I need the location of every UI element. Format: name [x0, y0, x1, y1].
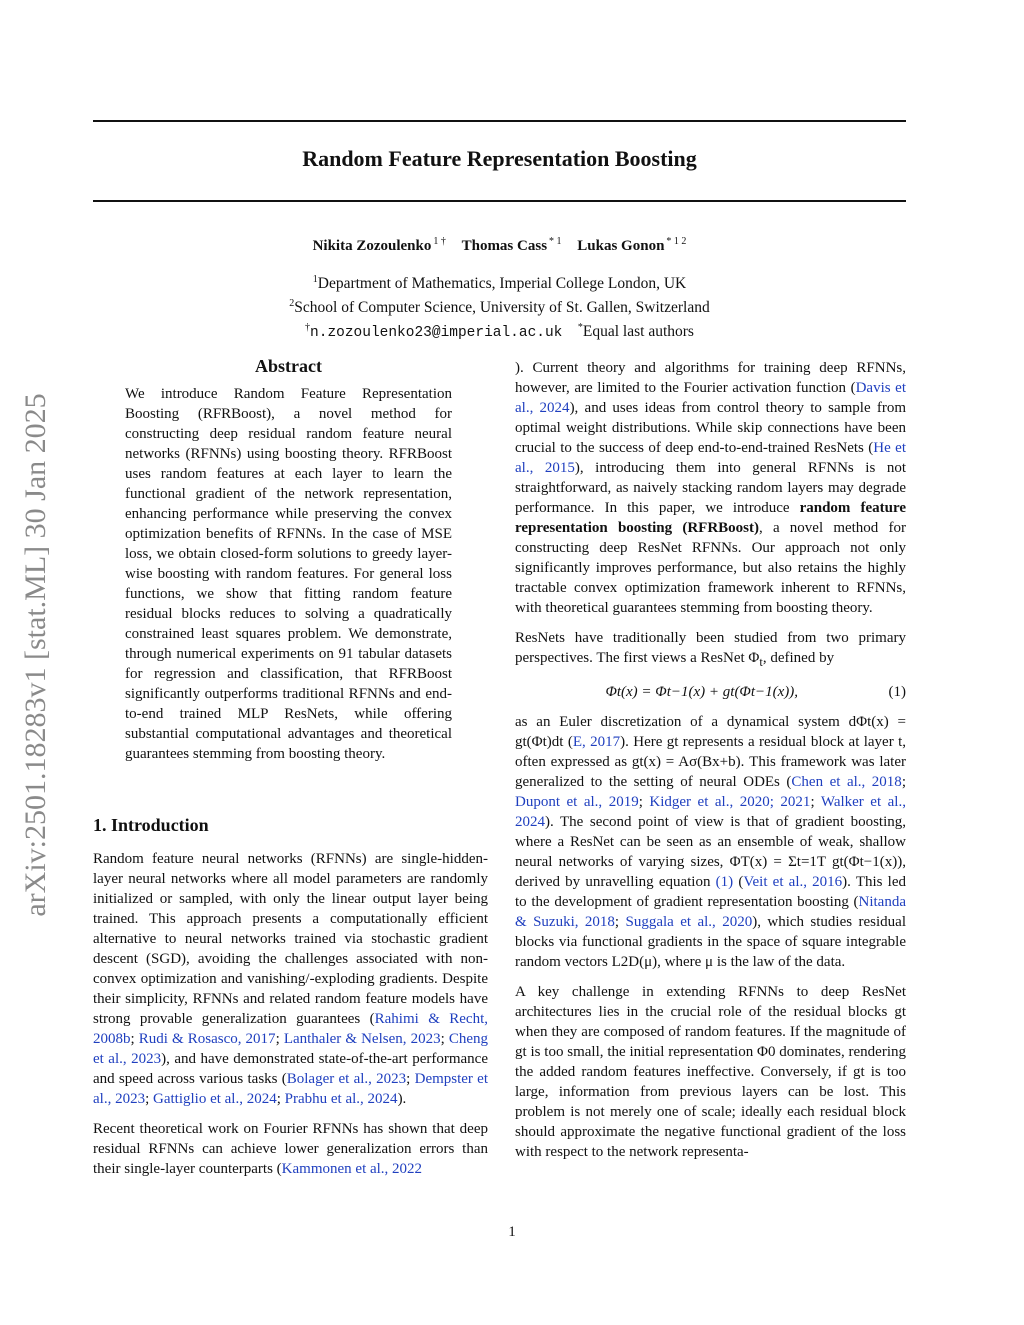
abstract-text: We introduce Random Feature Representation Boosting (RFRBoost), a novel method for constructing deep residual random feature neural networks (RFNNs) using boosting theory. RFRBoost uses random features at each layer to learn the functional gradient of the network representation, enhancing performance while preserving the convex optimization benefits of RFNNs. In the case of MSE loss, we obtain closed-form solutions to greedy layer-wise boosting with random features. For general loss functions, we show that fitting random feature residual blocks reduces to solving a quadratically constrained least squares problem. We demonstrate, through numerical experiments on 91 tabular datasets for regression and classification, that RFRBoost significantly outperforms traditional RFNNs and end-to-end trained MLP ResNets, while offering substantial computational advantages and theoretical guarantees stemming from boosting theory.: [125, 386, 452, 762]
citation-link[interactable]: Chen et al., 2018: [791, 774, 902, 790]
citation-link[interactable]: Dempster et al., 2023: [93, 1071, 489, 1107]
introduction-left: [93, 815, 488, 1189]
email-link[interactable]: n.zozoulenko23@imperial.ac.uk: [310, 325, 563, 342]
intro-paragraph-1: Random feature neural networks (RFNNs) are single-hidden-layer neural networks where all model parameters are randomly initialized or sampled, with only the linear output layer being trained. This approach presents a computationally efficient alternative to neural networks trained via stochastic gradient descent (SGD), avoiding the challenges associated with non-convex optimization and vanishing/-exploding gradients. Despite their simplicity, RFNNs and related random feature models have strong provable generalization guarantees (Rahimi & Recht, 2008b; Rudi & Rosasco, 2017; Lanthaler & Nelsen, 2023; Cheng et al., 2023), and have demonstrated state-of-the-art performance and speed across various tasks (Bolager et al., 2023; Dempster et al., 2023; Gattiglio et al., 2024; Prabhu et al., 2024).: [93, 851, 489, 1107]
paper-title: Random Feature Representation Boosting: [302, 146, 697, 171]
introduction-right: [515, 358, 906, 1172]
arxiv-sidebar: [10, 355, 62, 955]
intro-paragraph-5: A key challenge in extending RFNNs to deep ResNet architectures lies in the crucial role of the residual blocks gt when they are composed of random features. If the magnitude of gt is too small, the initial representation Φ0 dominates, rendering the added random features ineffective. Conversely, if gt is too large, information from previous layers can be lost. This problem is not merely one of scale; ideally each residual block should approximate the negative functional gradient of the loss with respect to the network representa-: [515, 984, 906, 1160]
author-3: Lukas Gonon $^{* 1 2}$: [577, 236, 687, 254]
equation-ref-link[interactable]: (1): [715, 874, 734, 890]
section-heading-introduction: 1. Introduction: [93, 815, 209, 835]
citation-link[interactable]: E, 2017: [572, 734, 621, 750]
title-rule-top: [93, 120, 906, 122]
author-1: Nikita Zozoulenko $^{1 \dagger}$: [312, 236, 446, 254]
abstract: [125, 356, 452, 764]
contact-line: †n.zozoulenko23@imperial.ac.uk *Equal last authors: [305, 322, 694, 342]
abstract-heading: Abstract: [255, 356, 322, 376]
citation-link[interactable]: Nitanda & Suzuki, 2018: [515, 894, 906, 930]
citation-link[interactable]: Rahimi & Recht, 2008b: [93, 1011, 488, 1047]
citation-link[interactable]: Gattiglio et al., 2024: [153, 1091, 277, 1107]
citation-link[interactable]: Veit et al., 2016: [743, 874, 843, 890]
affiliation-1: $^1$Department of Mathematics, Imperial College London, UK: [312, 274, 687, 293]
citation-link[interactable]: Walker et al., 2024: [515, 794, 906, 830]
arxiv-id: arXiv:2501.18283v1 [stat.ML] 30 Jan 2025: [19, 393, 52, 917]
author-2: Thomas Cass $^{* 1}$: [461, 236, 562, 254]
citation-link[interactable]: He et al., 2015: [515, 440, 906, 476]
citation-link[interactable]: Davis et al., 2024: [515, 380, 907, 416]
affiliations: [93, 270, 906, 343]
intro-paragraph-2-cont: ). Current theory and algorithms for training deep RFNNs, however, are limited to the Fourier activation function (Davis et al., 2024), and uses ideas from control theory to sample from optimal weight distributions. While skip connections have been crucial to the success of deep end-to-end-trained ResNets (He et al., 2015), introducing them into general RFNNs is not straightforward, as naively stacking random layers may degrade performance. In this paper, we introduce random feature representation boosting (RFRBoost), a novel method for constructing deep ResNet RFNNs. Our approach not only significantly improves performance, but also retains the highly tractable convex optimization framework inherent to RFNNs, with theoretical guarantees stemming from boosting theory.: [515, 360, 907, 616]
citation-link[interactable]: Prabhu et al., 2024: [284, 1091, 398, 1107]
citation-link[interactable]: Kammonen et al., 2022: [281, 1161, 423, 1177]
citation-link[interactable]: Suggala et al., 2020: [625, 914, 753, 930]
equation-number: (1): [888, 684, 906, 700]
equation-body: Φt(x) = Φt−1(x) + gt(Φt−1(x)),: [605, 684, 799, 700]
intro-paragraph-3: ResNets have traditionally been studied from two primary perspectives. The first views a ResNet $\Phi_t$, defined by: [515, 630, 906, 669]
citation-link[interactable]: Dupont et al., 2019: [515, 794, 639, 810]
intro-paragraph-4: as an Euler discretization of a dynamical system dΦt(x) = gt(Φt)dt (E, 2017). Here gt represents a residual block at layer t, often expressed as gt(x) = Aσ(Bx+b). This framework was later generalized to the setting of neural ODEs (Chen et al., 2018; Dupont et al., 2019; Kidger et al., 2020; 2021; Walker et al., 2024). The second point of view is that of gradient boosting, where a ResNet can be seen as an ensemble of weak, shallow neural networks of varying sizes, ΦT(x) = Σt=1T gt(Φt−1(x)), derived by unravelling equation (1) (Veit et al., 2016). This led to the development of gradient representation boosting (Nitanda & Suzuki, 2018; Suggala et al., 2020), which studies residual blocks via functional gradients in the space of square integrable random vectors L2D(μ), where μ is the law of the data.: [515, 714, 906, 970]
author-list: [93, 236, 906, 255]
title-rule-bottom: [93, 200, 906, 202]
citation-link[interactable]: Kidger et al., 2020; 2021: [649, 794, 811, 810]
page-number: 1: [508, 1224, 516, 1240]
citation-link[interactable]: Lanthaler & Nelsen, 2023: [283, 1031, 441, 1047]
affiliation-2: $^2$School of Computer Science, University of St. Gallen, Switzerland: [289, 298, 710, 317]
intro-paragraph-2-start: Recent theoretical work on Fourier RFNNs has shown that deep residual RFNNs can achieve lower generalization errors than their single-layer counterparts (Kammonen et al., 2022: [93, 1121, 488, 1177]
equation-1: [515, 682, 906, 702]
citation-link[interactable]: Rudi & Rosasco, 2017: [138, 1031, 276, 1047]
citation-link[interactable]: Cheng et al., 2023: [93, 1031, 488, 1067]
citation-link[interactable]: Bolager et al., 2023: [286, 1071, 407, 1087]
